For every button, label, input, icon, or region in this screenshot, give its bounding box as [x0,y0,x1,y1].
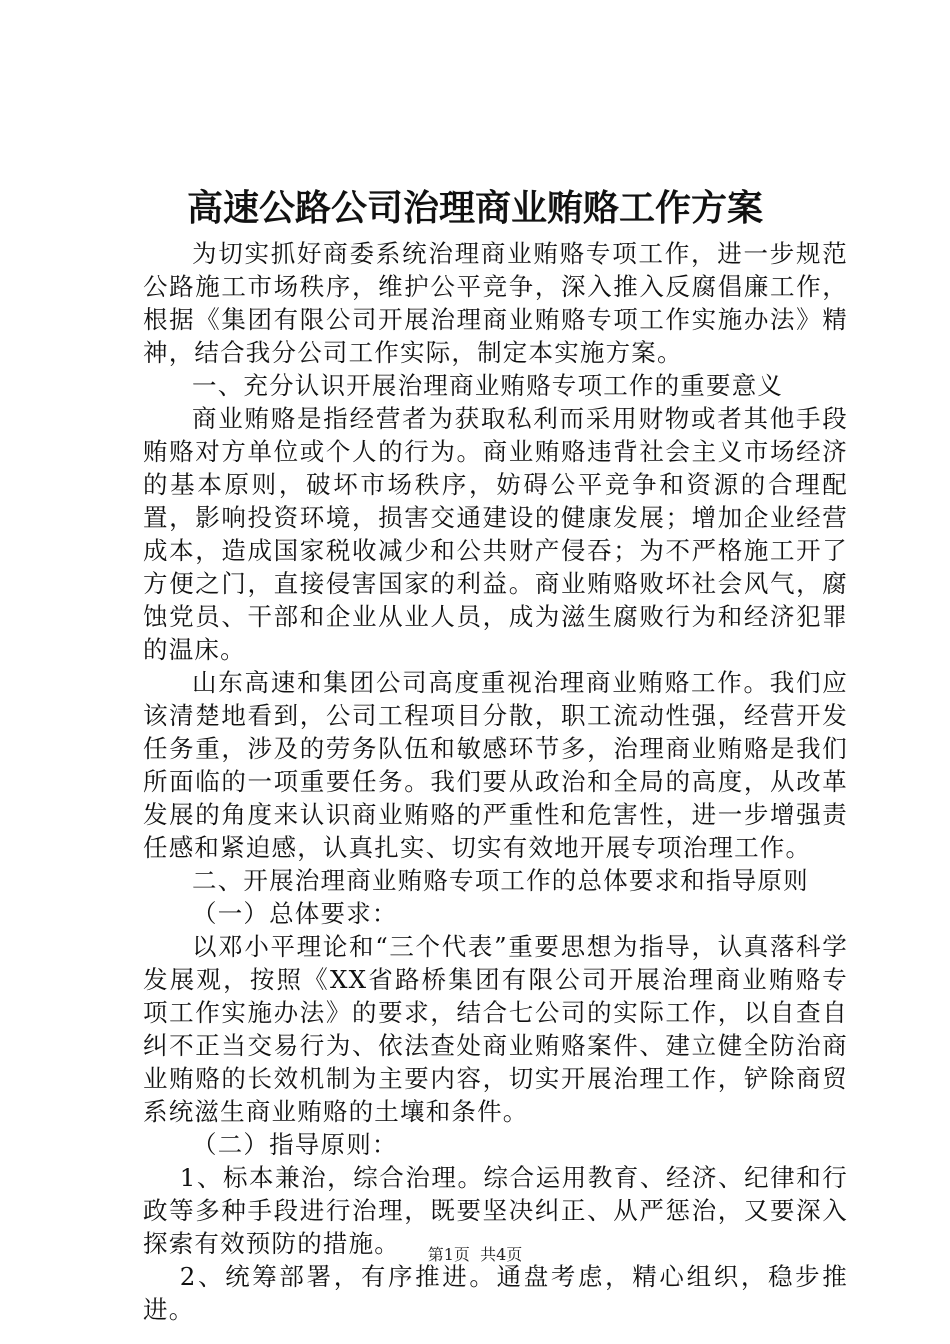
intro-paragraph: 为切实抓好商委系统治理商业贿赂专项工作，进一步规范公路施工市场秩序，维护公平竞争，深入推入反腐倡廉工作，根据《集团有限公司开展治理商业贿赂专项工作实施办法》精神，结合我分公司工作实际，制定本实施方案。 [143,239,848,367]
subsection-heading-general-requirements: （一）总体要求： [192,899,398,928]
principle-item-2: 2、统筹部署，有序推进。通盘考虑，精心组织，稳步推进。 [143,1262,848,1324]
document-body [143,237,848,1326]
principle-item-1: 1、标本兼治，综合治理。综合运用教育、经济、纪律和行政等多种手段进行治理，既要坚决纠正、从严惩治，又要深入探索有效预防的措施。 [143,1163,848,1258]
document-title: 高速公路公司治理商业贿赂工作方案 [186,187,763,229]
body-paragraph: 以邓小平理论和“三个代表”重要思想为指导，认真落科学发展观，按照《XX省路桥集团有限公司开展治理商业贿赂专项工作实施办法》的要求，结合七公司的实际工作，以自查自纠不正当交易行为、依法查处商业贿赂案件、建立健全防治商业贿赂的长效机制为主要内容，切实开展治理工作，铲除商贸系统滋生商业贿赂的土壤和条件。 [143,932,848,1126]
subsection-heading-guiding-principles: （二）指导原则： [192,1130,398,1159]
section-heading-1: 一、充分认识开展治理商业贿赂专项工作的重要意义 [192,371,784,400]
body-paragraph: 商业贿赂是指经营者为获取私利而采用财物或者其他手段贿赂对方单位或个人的行为。商业贿赂违背社会主义市场经济的基本原则，破坏市场秩序，妨碍公平竞争和资源的合理配置，影响投资环境，损害交通建设的健康发展；增加企业经营成本，造成国家税收减少和公共财产侵吞；为不严格施工开了方便之门，直接侵害国家的利益。商业贿赂败坏社会风气，腐蚀党员、干部和企业从业人员，成为滋生腐败行为和经济犯罪的温床。 [143,404,848,664]
body-paragraph: 山东高速和集团公司高度重视治理商业贿赂工作。我们应该清楚地看到，公司工程项目分散，职工流动性强，经营开发任务重，涉及的劳务队伍和敏感环节多，治理商业贿赂是我们所面临的一项重要任务。我们要从政治和全局的高度，从改革发展的角度来认识商业贿赂的严重性和危害性，进一步增强责任感和紧迫感，认真扎实、切实有效地开展专项治理工作。 [143,668,848,862]
section-heading-2: 二、开展治理商业贿赂专项工作的总体要求和指导原则 [192,866,809,895]
page-number-label: 第1页 共4页 [427,1245,523,1264]
page-footer [0,1244,950,1266]
